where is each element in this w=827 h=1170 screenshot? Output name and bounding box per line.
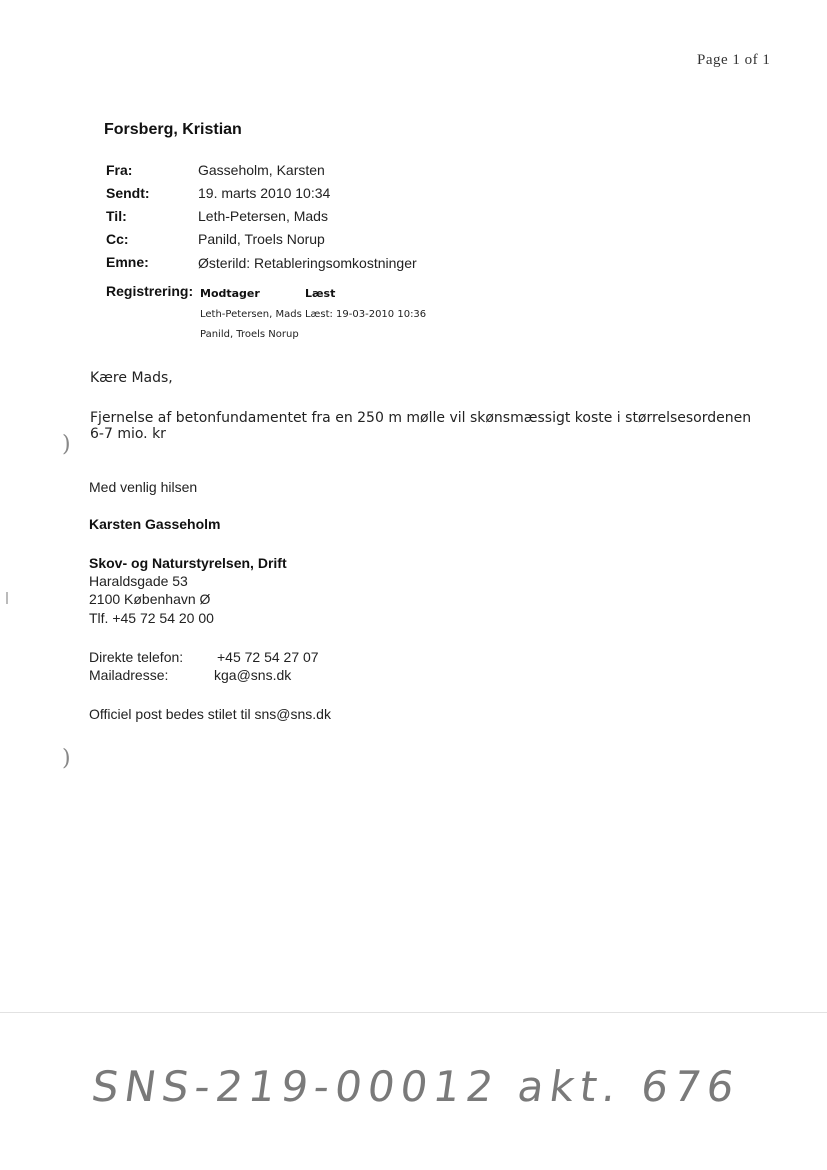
- closing: Med venlig hilsen: [89, 479, 198, 495]
- header-value-from: Gasseholm, Karsten: [198, 162, 325, 178]
- address-line: 2100 København Ø: [89, 591, 211, 607]
- handwritten-case-reference: SNS-219-00012 akt. 676: [88, 1062, 744, 1111]
- email-value: kga@sns.dk: [214, 667, 292, 683]
- header-label-cc: Cc:: [106, 231, 129, 247]
- body-line: Fjernelse af betonfundamentet fra en 250 m mølle vil skønsmæssigt koste i størrelsesordenen: [90, 410, 752, 426]
- registration-label: Registrering:: [106, 283, 194, 299]
- address-line: Haraldsgade 53: [89, 573, 188, 589]
- salutation: Kære Mads,: [90, 370, 173, 386]
- punch-hole-mark: ): [62, 746, 71, 771]
- page-divider: [0, 1012, 827, 1013]
- registration-col-recipient: Modtager: [200, 287, 260, 300]
- organization: Skov- og Naturstyrelsen, Drift: [89, 555, 287, 571]
- scan-edge-mark: [6, 592, 8, 604]
- header-value-cc: Panild, Troels Norup: [198, 231, 325, 247]
- header-label-sent: Sendt:: [106, 185, 150, 201]
- registration-col-read: Læst: [305, 287, 336, 300]
- direct-phone-label: Direkte telefon:: [89, 649, 184, 665]
- header-value-to: Leth-Petersen, Mads: [198, 208, 328, 224]
- email-label: Mailadresse:: [89, 667, 169, 683]
- registration-row: Panild, Troels Norup: [200, 329, 299, 340]
- phone: Tlf. +45 72 54 20 00: [89, 610, 214, 626]
- official-post-note: Officiel post bedes stilet til sns@sns.dk: [89, 706, 331, 722]
- sender-name: Karsten Gasseholm: [89, 516, 221, 532]
- body-line: 6-7 mio. kr: [90, 426, 166, 442]
- header-value-subject: Østerild: Retableringsomkostninger: [198, 255, 417, 271]
- direct-phone-value: +45 72 54 27 07: [217, 649, 319, 665]
- header-value-sent: 19. marts 2010 10:34: [198, 185, 331, 201]
- header-label-to: Til:: [106, 208, 127, 224]
- page-number: Page 1 of 1: [697, 52, 771, 68]
- registration-row: Leth-Petersen, Mads Læst: 19-03-2010 10:36: [200, 309, 427, 320]
- punch-hole-mark: ): [62, 432, 71, 457]
- recipient-name: Forsberg, Kristian: [104, 121, 242, 138]
- header-label-subject: Emne:: [106, 254, 149, 270]
- header-label-from: Fra:: [106, 162, 133, 178]
